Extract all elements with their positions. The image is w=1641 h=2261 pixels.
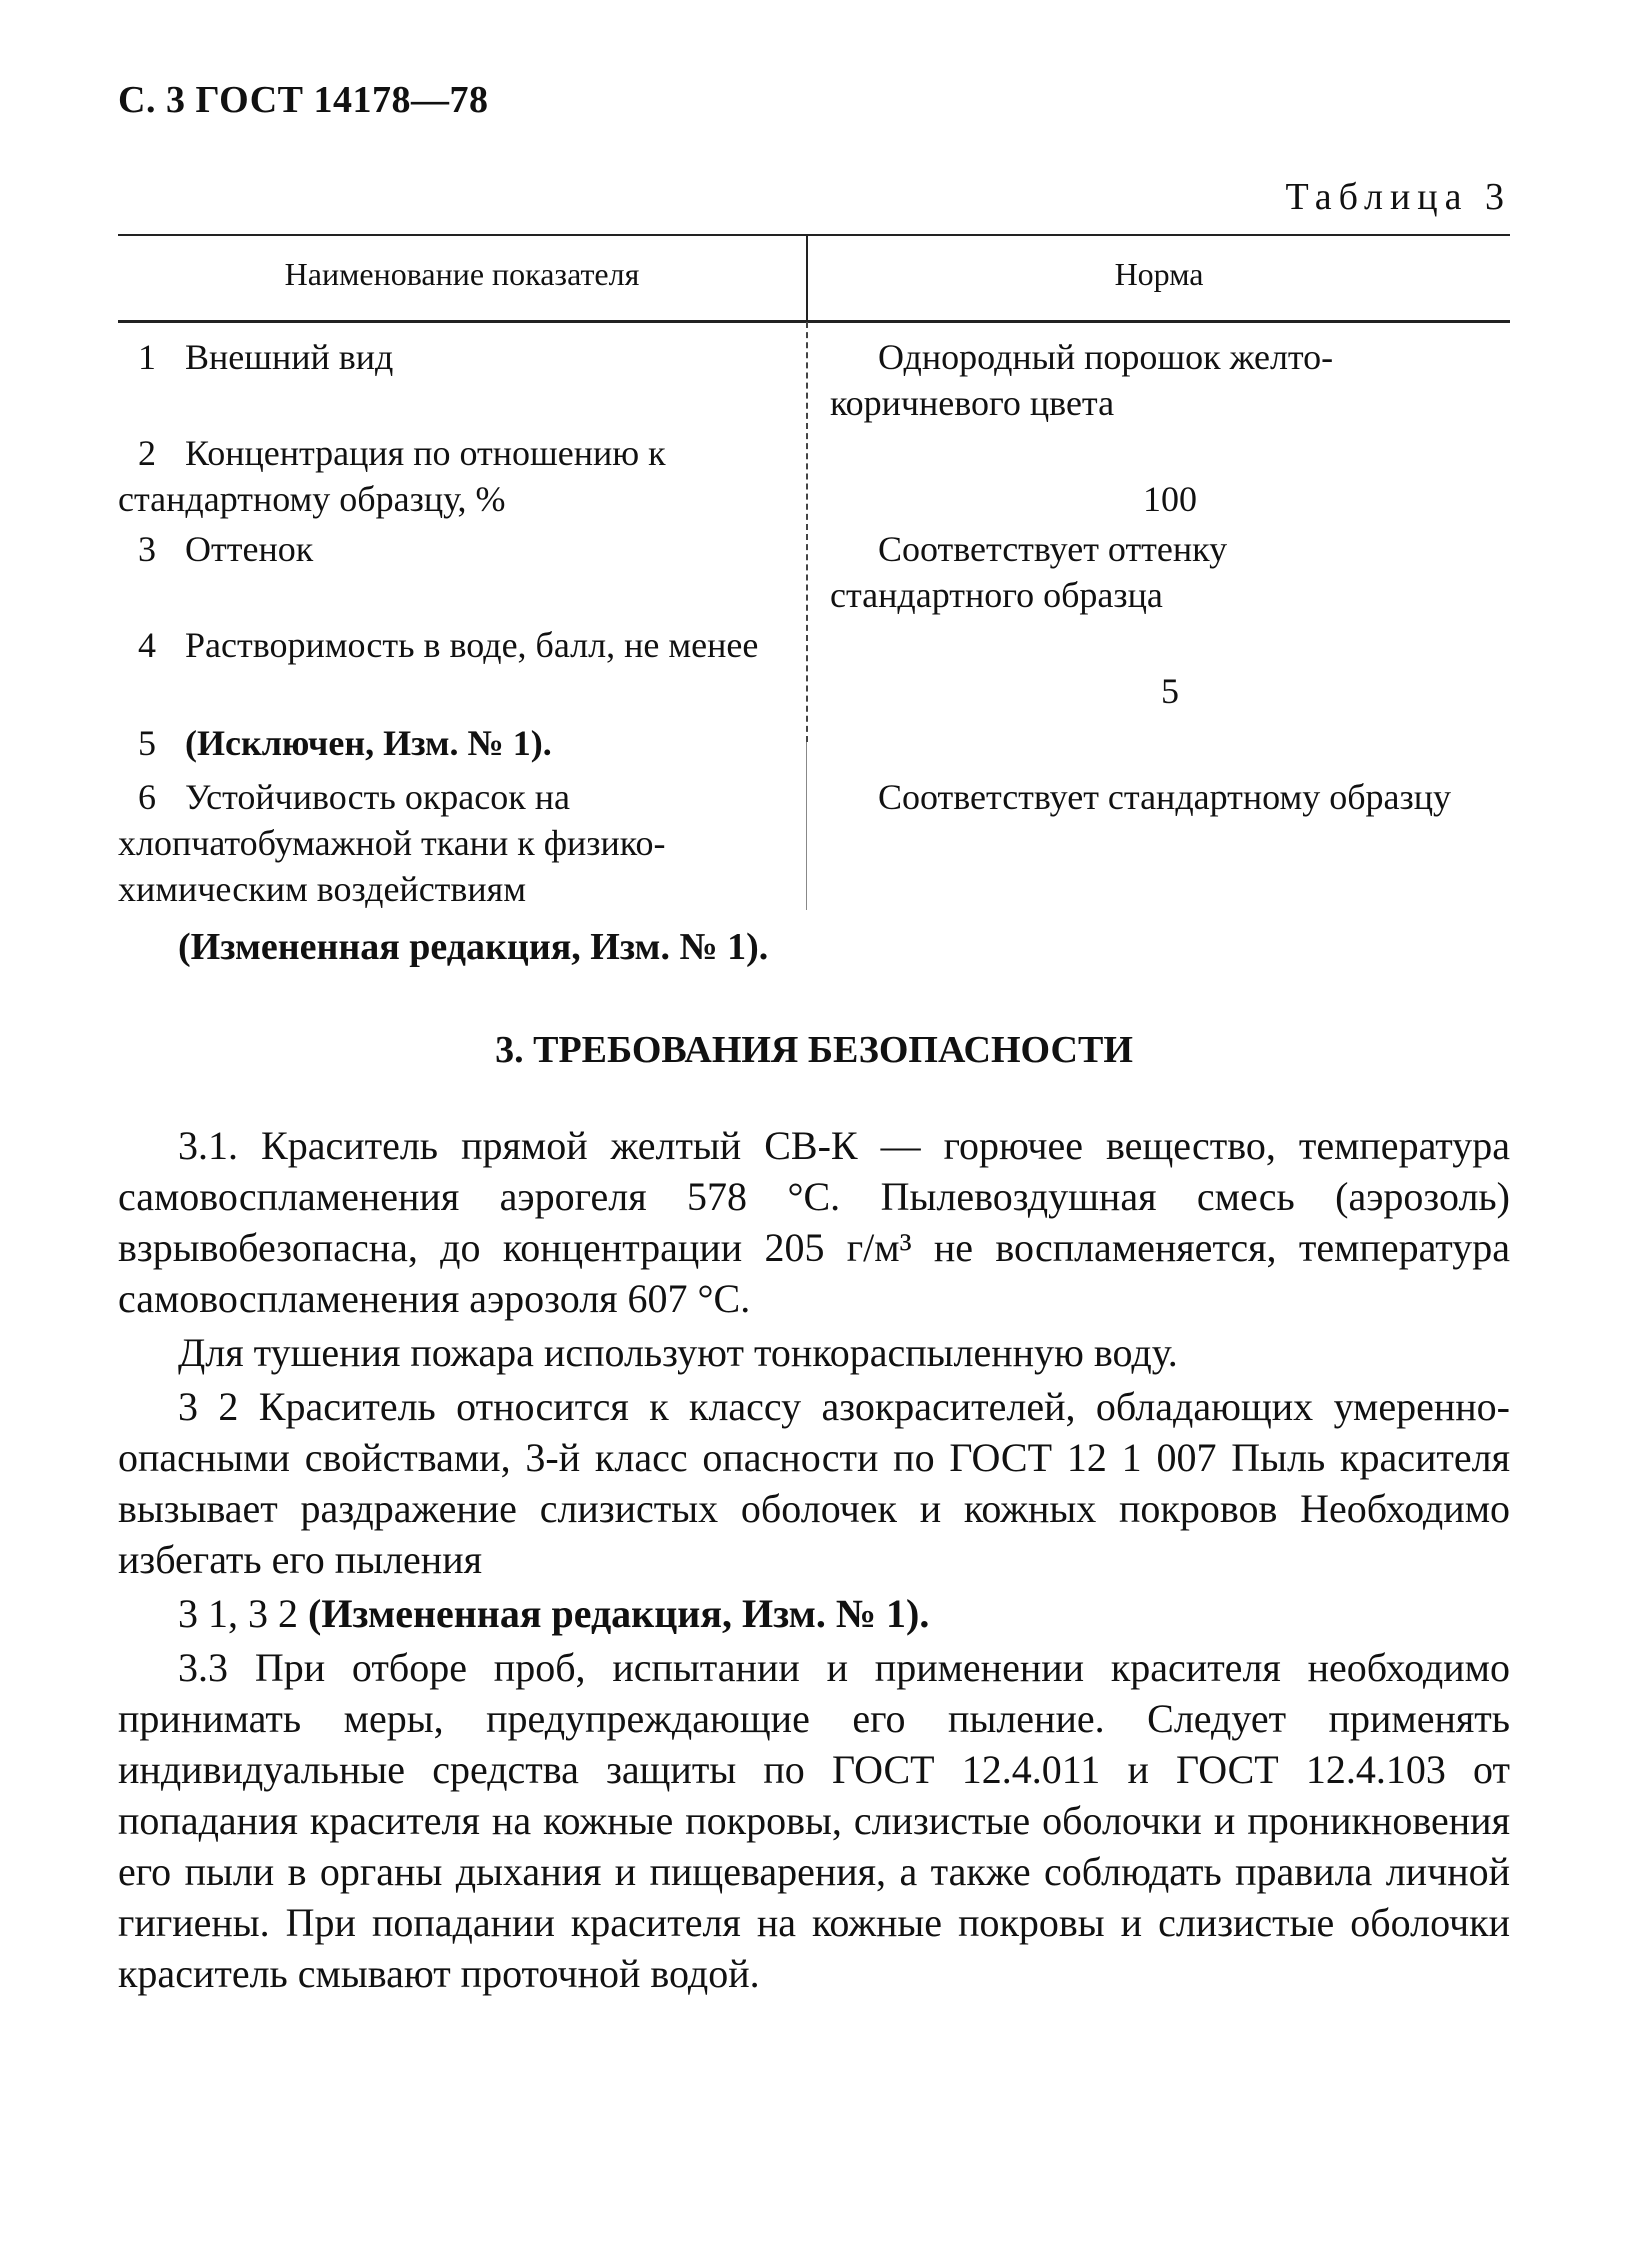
table-header-rule	[118, 320, 1510, 323]
row-number: 1	[138, 337, 156, 377]
table-row-name	[118, 334, 802, 380]
table-top-rule	[118, 234, 1510, 236]
amendment-prefix: 3 1, 3 2	[178, 1591, 298, 1636]
paragraph-3-3: 3.3 При отборе проб, испытании и применении красителя необходимо принимать меры, предупреждающие его пыление. Следует применять индивидуальные средства защиты по ГОСТ 12.4.011 и ГОСТ 12.4.103 от попадания красителя на кожные покровы, слизистые оболочки и проникновения его пыли в органы дыхания и пищеварения, а также соблюдать правила личной гигиены. При попадании красителя на кожные покровы и слизистые оболочки краситель смывают проточной водой.	[118, 1645, 1510, 1996]
row-number: 3	[138, 529, 156, 569]
section-body	[118, 1120, 1510, 2002]
table-body-divider-lower	[806, 742, 807, 910]
row-number: 5	[138, 723, 156, 763]
paragraph-fire: Для тушения пожара используют тонкораспыленную воду.	[178, 1330, 1178, 1375]
row-number: 4	[138, 625, 156, 665]
paragraph-amendment	[118, 1588, 1510, 1639]
table-row-norm: Однородный порошок желто-коричневого цвета	[830, 337, 1334, 423]
row-number: 6	[138, 777, 156, 817]
table-row-name	[118, 430, 802, 522]
table-row-norm: 100	[1143, 479, 1197, 519]
column-header-name: Наименование показателя	[284, 256, 640, 292]
table-row-norm: 5	[1161, 671, 1179, 711]
page-header: С. 3 ГОСТ 14178—78	[118, 79, 489, 121]
table-row-name	[118, 622, 802, 668]
row-name-text: Устойчивость окрасок на хлопчатобумажной ткани к физико-химическим воздействиям	[118, 777, 666, 909]
row-number: 2	[138, 433, 156, 473]
table-amendment-note: (Измененная редакция, Изм. № 1).	[178, 926, 769, 968]
row-name-text: Оттенок	[185, 529, 314, 569]
row-name-text: Растворимость в воде, балл, не менее	[185, 625, 759, 665]
paragraph-3-2: 3 2 Краситель относится к классу азокрасителей, обладающих умеренно-опасными свойствами, 3-й класс опасности по ГОСТ 12 1 007 Пыль красителя вызывает раздражение слизистых оболочек и кожных покровов Необходимо избегать его пыления	[118, 1384, 1510, 1582]
table-row-name	[118, 526, 802, 572]
section-heading: 3. ТРЕБОВАНИЯ БЕЗОПАСНОСТИ	[495, 1029, 1133, 1071]
amendment-note: (Измененная редакция, Изм. № 1).	[308, 1591, 930, 1636]
row-name-text: (Исключен, Изм. № 1).	[185, 723, 552, 763]
paragraph-3-1: 3.1. Краситель прямой желтый СВ-К — горючее вещество, температура самовоспламенения аэрогеля 578 °С. Пылевоздушная смесь (аэрозоль) взрывобезопасна, до концентрации 205 г/м³ не воспламеняется, температура самовоспламенения аэрозоля 607 °С.	[118, 1123, 1510, 1321]
table-caption: Таблица 3	[1285, 176, 1511, 218]
table-row-norm: Соответствует стандартному образцу	[878, 777, 1452, 817]
table-body-divider	[806, 322, 808, 742]
column-header-norm: Норма	[1114, 256, 1204, 292]
row-name-text: Внешний вид	[185, 337, 394, 377]
row-name-text: Концентрация по отношению к стандартному образцу, %	[118, 433, 666, 519]
table-row-name	[118, 774, 802, 912]
table-row-norm: Соответствует оттенку стандартного образца	[830, 529, 1228, 615]
properties-table	[118, 234, 1510, 910]
table-row-name	[118, 720, 802, 766]
